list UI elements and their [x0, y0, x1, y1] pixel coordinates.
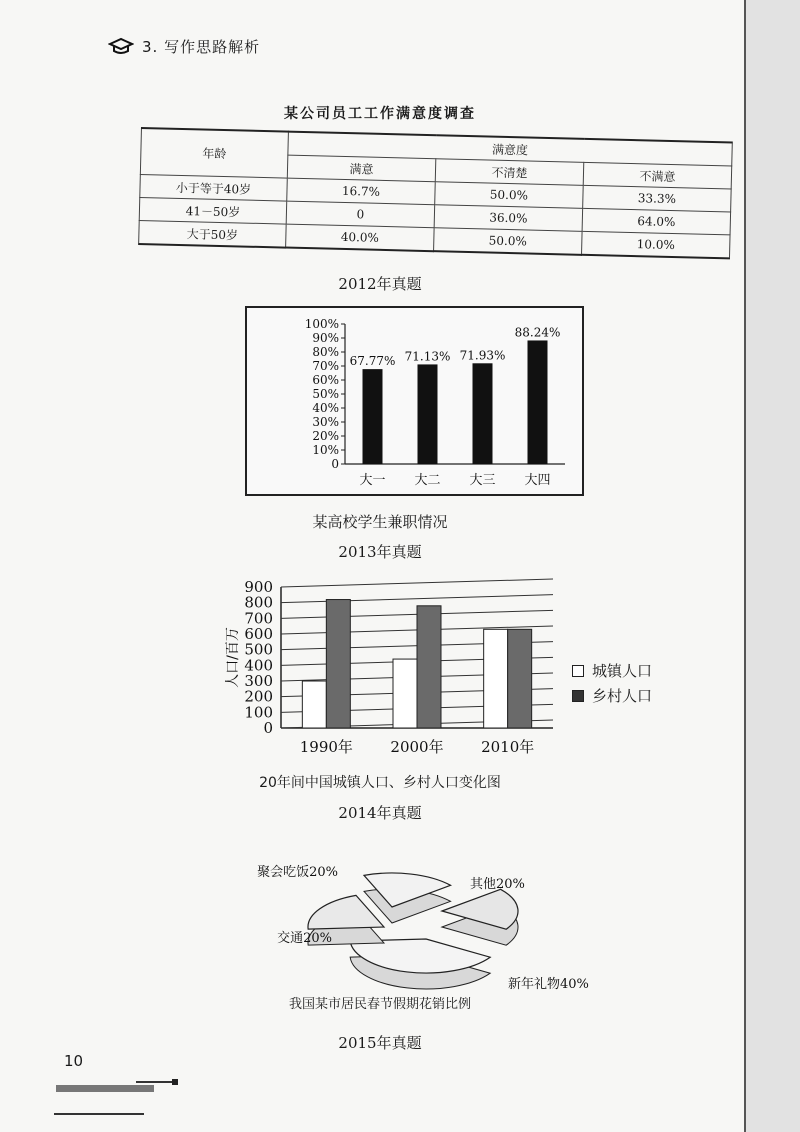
footer-decoration — [54, 1113, 144, 1115]
y-tick-label: 90% — [312, 331, 339, 345]
legend-label: 城镇人口 — [592, 662, 653, 680]
y-tick-label: 30% — [312, 415, 339, 429]
bar-urban — [393, 659, 417, 728]
footer-decoration — [172, 1079, 178, 1085]
table-head-col: 不清楚 — [435, 159, 584, 186]
table-cell: 50.0% — [434, 228, 583, 255]
bar-urban — [302, 681, 326, 728]
x-tick-label: 2000年 — [390, 738, 444, 756]
y-tick-label: 60% — [312, 373, 339, 387]
pie-label: 聚会吃饭20% — [257, 865, 338, 880]
legend-swatch-rural — [572, 690, 584, 702]
y-tick-label: 10% — [312, 443, 339, 457]
table-head-col: 不满意 — [583, 162, 732, 189]
bar-urban — [484, 629, 508, 728]
table-cell: 大于50岁 — [139, 220, 287, 247]
y-tick-label: 400 — [244, 656, 273, 675]
pie-label: 交通20% — [277, 931, 332, 946]
y-tick-label: 700 — [244, 609, 273, 628]
x-tick-label: 大一 — [359, 473, 386, 488]
bar — [473, 363, 493, 464]
y-tick-label: 0 — [331, 457, 339, 471]
y-tick-label: 0 — [263, 719, 273, 737]
table-cell: 16.7% — [287, 178, 436, 205]
y-tick-label: 900 — [244, 578, 273, 596]
table-cell: 36.0% — [434, 205, 583, 232]
x-tick-label: 2010年 — [481, 738, 535, 756]
x-tick-label: 1990年 — [299, 738, 353, 756]
table-title: 某公司员工工作满意度调查 — [284, 106, 476, 122]
table-head-col: 满意 — [287, 155, 436, 182]
data-label: 88.24% — [514, 325, 561, 340]
y-tick-label: 50% — [312, 387, 339, 401]
bar — [528, 340, 548, 464]
table-head-satisfaction: 满意度 — [288, 132, 732, 166]
table-head-age: 年龄 — [140, 128, 288, 178]
y-tick-label: 70% — [312, 359, 339, 373]
grid-line — [281, 579, 553, 587]
y-tick-label: 300 — [244, 672, 273, 690]
chart-part-time — [0, 0, 760, 540]
year-caption-2014: 2014年真题 — [338, 804, 422, 822]
header-text: 3. 写作思路解析 — [142, 37, 261, 56]
table-cell: 50.0% — [435, 182, 584, 209]
data-label: 71.93% — [459, 348, 506, 363]
bar — [363, 369, 383, 464]
chart-spending-title: 我国某市居民春节假期花销比例 — [288, 997, 471, 1012]
table-cell: 40.0% — [286, 224, 435, 251]
legend-label: 乡村人口 — [592, 687, 653, 705]
x-tick-label: 大二 — [414, 473, 441, 488]
chart-population-title: 20年间中国城镇人口、乡村人口变化图 — [259, 775, 501, 791]
legend-item-urban — [572, 660, 652, 681]
table-cell: 小于等于40岁 — [140, 174, 288, 201]
bar-rural — [326, 600, 350, 728]
footer-decoration — [56, 1085, 154, 1092]
pie-label: 其他20% — [470, 877, 525, 892]
bar-rural — [417, 606, 441, 728]
x-tick-label: 大三 — [469, 473, 496, 488]
y-tick-label: 800 — [244, 593, 273, 612]
table-cell: 33.3% — [583, 185, 732, 212]
y-tick-label: 40% — [312, 401, 339, 415]
legend-item-rural — [572, 685, 652, 706]
footer-decoration — [136, 1081, 176, 1083]
grid-line — [281, 595, 553, 603]
y-axis-label: 人口/百万 — [225, 627, 241, 688]
x-tick-label: 大四 — [524, 473, 551, 488]
y-tick-label: 100% — [304, 317, 339, 331]
year-caption-2012: 2012年真题 — [338, 275, 422, 293]
y-tick-label: 500 — [244, 640, 273, 659]
legend-swatch-urban — [572, 665, 584, 677]
table-cell: 41－50岁 — [139, 197, 287, 224]
page-number: 10 — [64, 1052, 84, 1070]
y-tick-label: 600 — [244, 625, 273, 643]
y-tick-label: 80% — [312, 345, 339, 359]
y-tick-label: 100 — [244, 703, 273, 722]
y-tick-label: 20% — [312, 429, 339, 443]
table-cell: 10.0% — [582, 231, 731, 258]
data-label: 71.13% — [404, 349, 451, 364]
bar-rural — [508, 629, 532, 728]
pie-label: 新年礼物40% — [508, 977, 589, 992]
bar — [418, 364, 438, 464]
data-label: 67.77% — [349, 354, 396, 369]
table-cell: 64.0% — [582, 208, 731, 235]
chart-part-time-title: 某高校学生兼职情况 — [312, 513, 448, 531]
y-tick-label: 200 — [244, 687, 273, 706]
year-caption-2015: 2015年真题 — [338, 1034, 422, 1052]
table-cell: 0 — [286, 201, 435, 228]
year-caption-2013: 2013年真题 — [338, 543, 422, 561]
